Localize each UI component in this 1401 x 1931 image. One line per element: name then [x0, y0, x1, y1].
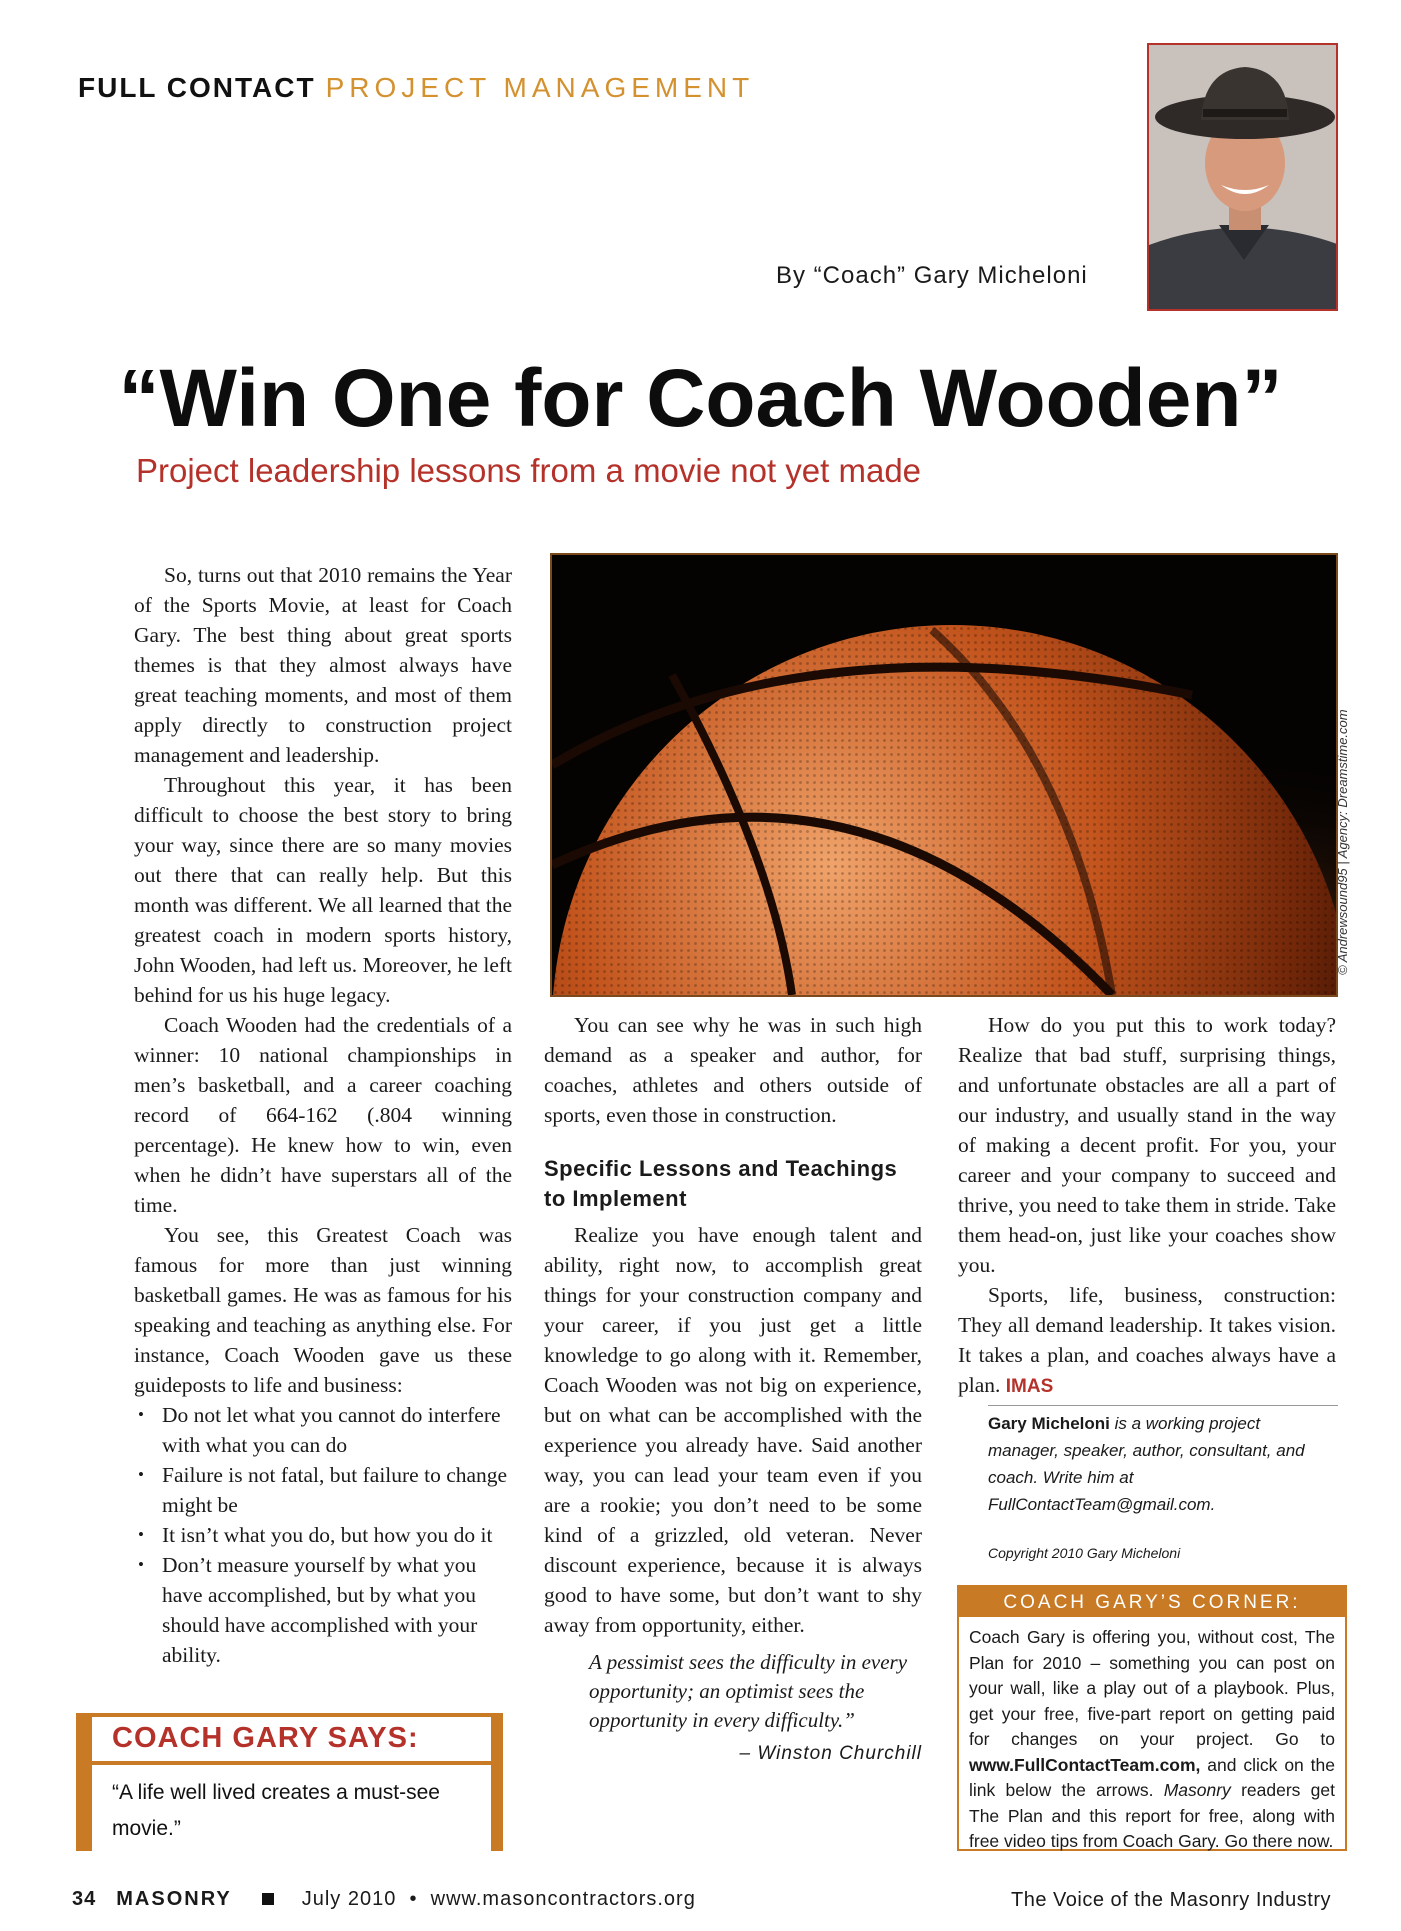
section-label-light: PROJECT MANAGEMENT — [325, 72, 755, 103]
subheadline: Project leadership lessons from a movie not yet made — [136, 452, 922, 489]
page-number: 34 — [72, 1888, 97, 1910]
basketball-photo — [550, 553, 1338, 997]
list-item: • Don’t measure yourself by what you have accomplished, but by what you should have accomplished with your ability. — [134, 1550, 512, 1670]
photo-credit: © Andrewsound95 | Agency: Dreamstime.com — [1335, 709, 1350, 975]
end-mark: IMAS — [1005, 1376, 1054, 1397]
square-icon — [262, 1893, 274, 1905]
separator: • — [409, 1888, 418, 1910]
divider — [92, 1761, 491, 1765]
corner-text: readers get The Plan and this report for free, along with free video tips from Coach Gary. Go there now. — [969, 1780, 1335, 1851]
pull-quote: A pessimist sees the difficulty in every opportunity; an optimist sees the opportunity in every difficulty.” — [589, 1650, 908, 1732]
quote-attribution: – Winston Churchill — [739, 1743, 922, 1764]
coach-gary-corner-box — [957, 1585, 1347, 1851]
corner-title: COACH GARY’S CORNER: — [959, 1587, 1345, 1617]
paragraph: You can see why he was in such high demand as a speaker and author, for coaches, athletes and others outside of sports, even those in construction. — [544, 1013, 922, 1127]
footer-tagline: The Voice of the Masonry Industry — [1011, 1889, 1331, 1911]
author-name: Gary Micheloni — [988, 1414, 1110, 1433]
corner-body — [959, 1617, 1345, 1855]
article-column-3 — [958, 1010, 1336, 1402]
magazine-name: MASONRY — [116, 1888, 232, 1910]
article-column-1 — [134, 560, 512, 1670]
issue-date: July 2010 — [301, 1888, 397, 1910]
divider — [988, 1405, 1338, 1406]
footer-left — [72, 1888, 696, 1911]
says-panel — [92, 1717, 491, 1851]
section-label-bold: FULL CONTACT — [78, 72, 316, 103]
paragraph — [958, 1280, 1336, 1402]
article-column-2 — [544, 1010, 922, 1769]
paragraph: Coach Wooden had the credentials of a winner: 10 national championships in men’s basketball, and a career coaching record of 664-162 (.804 winning percentage). He knew how to win, even when he didn’t have superstars all of the time. — [134, 1013, 512, 1217]
author-bio — [988, 1410, 1318, 1518]
headline: “Win One for Coach Wooden” — [118, 353, 1283, 444]
paragraph: Throughout this year, it has been difficult to choose the best story to bring your way, since there are so many movies out there that can really help. But this month was different. We all learned that the greatest coach in modern sports history, John Wooden, had left us. Moreover, he left behind for us his huge legacy. — [134, 773, 512, 1007]
says-title: COACH GARY SAYS: — [112, 1722, 419, 1754]
author-bio-text: is a working project manager, speaker, author, consultant, and coach. Write him at FullContactTeam@gmail.com. — [988, 1414, 1305, 1514]
author-photo — [1147, 43, 1338, 311]
copyright: Copyright 2010 Gary Micheloni — [988, 1545, 1181, 1561]
says-quote: “A life well lived creates a must-see movie.” — [112, 1781, 440, 1840]
corner-url-link[interactable]: www.FullContactTeam.com, — [969, 1754, 1201, 1775]
list-item: • It isn’t what you do, but how you do it — [134, 1520, 512, 1550]
paragraph: So, turns out that 2010 remains the Year of the Sports Movie, at least for Coach Gary. The best thing about great sports themes is that they almost always have great teaching moments, and most of them apply directly to construction project management and leadership. — [134, 563, 512, 767]
magazine-name: Masonry — [1163, 1780, 1231, 1800]
paragraph-text: Sports, life, business, construction: They all demand leadership. It takes vision. It takes a plan, and coaches always have a plan. — [958, 1283, 1336, 1397]
list-item: • Failure is not fatal, but failure to change might be — [134, 1460, 512, 1520]
website-link[interactable]: www.masoncontractors.org — [430, 1888, 696, 1910]
corner-text: and click on the link below the arrows. — [969, 1754, 1335, 1800]
guideposts-list — [134, 1400, 512, 1670]
section-label — [78, 72, 754, 104]
section-heading: Specific Lessons and Teachings to Implement — [544, 1156, 898, 1211]
byline: By “Coach” Gary Micheloni — [776, 262, 1088, 289]
list-item: • Do not let what you cannot do interfere with what you can do — [134, 1400, 512, 1460]
paragraph: Realize you have enough talent and ability, right now, to accomplish great things for your construction company and your career, if you just get a little knowledge to go along with it. Remember, Coach Wooden was not big on experience, but on what can be accomplished with the experience you already have. Said another way, you can lead your team even if you are a rookie; you don’t need to be some kind of a grizzled, old veteran. Never discount experience, because it is always good to have some, but don’t want to shy away from opportunity, either. — [544, 1223, 922, 1637]
paragraph: You see, this Greatest Coach was famous for more than just winning basketball games. He was as famous for his speaking and teaching as anything else. For instance, Coach Wooden gave us these guideposts to life and business: — [134, 1223, 512, 1397]
corner-text: Coach Gary is offering you, without cost, The Plan for 2010 – something you can post on your wall, like a play out of a playbook. Plus, get your free, five-part report on getting paid for changes on your project. Go to — [969, 1627, 1335, 1749]
coach-gary-says-box — [76, 1713, 503, 1851]
paragraph: How do you put this to work today? Realize that bad stuff, surprising things, and unfortunate obstacles are all a part of our industry, and usually stand in the way of making a decent profit. For you, your career and your company to succeed and thrive, you need to take them in stride. Take them head-on, just like your coaches show you. — [958, 1013, 1336, 1277]
